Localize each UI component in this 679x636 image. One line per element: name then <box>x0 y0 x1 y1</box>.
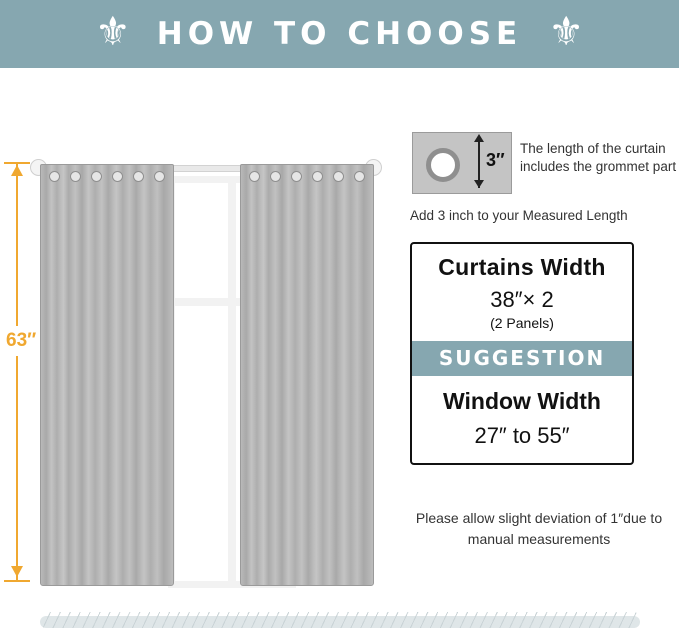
height-measure-line <box>16 162 18 582</box>
fleur-de-lis-right-icon: ⚜ <box>548 10 585 54</box>
floor-hatching <box>40 612 640 628</box>
grommet-size-label: 3″ <box>486 150 505 170</box>
grommet-detail-icon <box>426 148 460 182</box>
curtain-illustration <box>0 68 400 636</box>
page-title: HOW TO CHOOSE <box>156 16 523 52</box>
info-column <box>404 68 679 636</box>
panels-count-label: (2 Panels) <box>490 315 554 331</box>
grommet-icon <box>112 171 123 182</box>
curtain-panel-right <box>240 164 374 586</box>
grommet-icon <box>70 171 81 182</box>
height-tick-top <box>4 162 30 164</box>
fleur-de-lis-left-icon: ⚜ <box>94 10 131 54</box>
curtain-height-label: 63″ <box>6 326 36 356</box>
measurement-disclaimer: Please allow slight deviation of 1″due to manual measurements <box>415 510 663 547</box>
add-length-note: Add 3 inch to your Measured Length <box>410 208 628 223</box>
height-arrow-up-icon <box>11 165 23 176</box>
grommet-icon <box>354 171 365 182</box>
grommet-icon <box>133 171 144 182</box>
grommet-row-left <box>44 170 170 182</box>
grommet-arrow-down-icon <box>474 180 484 188</box>
grommet-icon <box>291 171 302 182</box>
grommet-note: The length of the curtain includes the grommet part <box>520 141 677 175</box>
header-banner <box>0 0 679 68</box>
window-mullion-vertical <box>228 176 236 588</box>
size-suggestion-box <box>410 242 634 465</box>
height-arrow-down-icon <box>11 566 23 577</box>
suggestion-band: SUGGESTION <box>412 341 632 376</box>
grommet-icon <box>154 171 165 182</box>
grommet-icon <box>249 171 260 182</box>
grommet-icon <box>270 171 281 182</box>
curtain-panel-left <box>40 164 174 586</box>
grommet-icon <box>312 171 323 182</box>
grommet-row-right <box>244 170 370 182</box>
curtains-width-value: 38″× 2 <box>490 287 554 312</box>
grommet-arrow-up-icon <box>474 134 484 142</box>
grommet-icon <box>91 171 102 182</box>
height-tick-bottom <box>4 580 30 582</box>
window-width-heading: Window Width <box>443 388 601 414</box>
window-width-range: 27″ to 55″ <box>474 423 570 448</box>
curtains-width-heading: Curtains Width <box>438 254 606 280</box>
grommet-icon <box>49 171 60 182</box>
grommet-icon <box>333 171 344 182</box>
